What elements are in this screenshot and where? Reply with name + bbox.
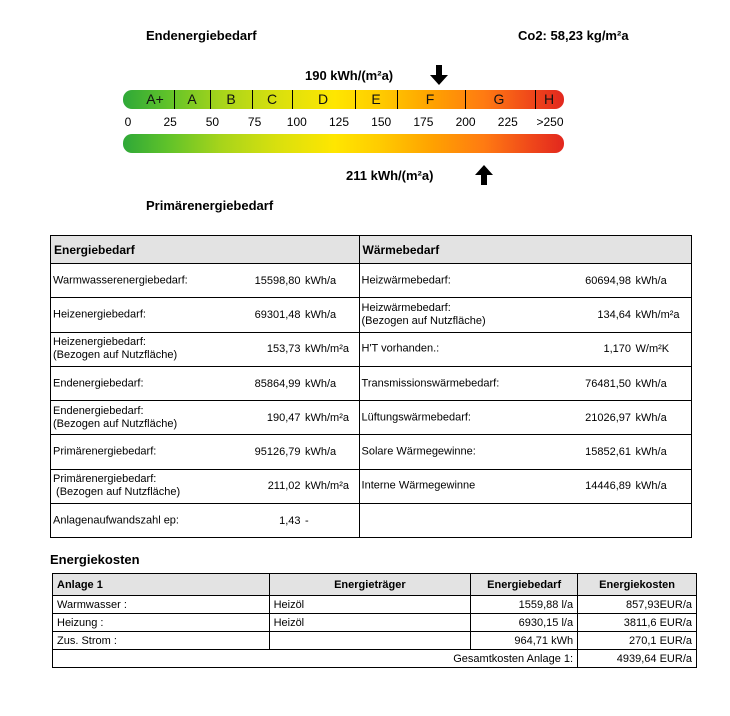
energy-class-divider [355,90,356,109]
cost-header-system: Anlage 1 [53,574,270,596]
energy-demand-cell [51,435,360,469]
energy-demand-cell [51,332,360,366]
end-energy-title: Endenergiebedarf [146,28,257,43]
heat-demand-cell [359,366,691,400]
cell-content [360,298,691,331]
energy-class-divider [535,90,536,109]
heat-demand-cell [359,435,691,469]
energy-class-3: C [266,91,278,107]
scale-tick-label: 100 [286,115,307,129]
cell-content [51,264,359,297]
cost-amount: 270,1 EUR/a [578,632,697,650]
row-unit: kWh/a [305,274,337,287]
energy-table-row [51,298,692,332]
row-label [53,274,188,287]
primary-energy-title: Primärenergiebedarf [146,198,274,213]
total-cost-label: Gesamtkosten Anlage 1: [53,650,578,668]
heat-demand-cell [359,469,691,503]
row-unit: kWh/a [635,377,667,390]
row-unit: kWh/a [635,446,667,459]
scale-tick-label: >250 [536,115,564,129]
energy-table-row [51,366,692,400]
cost-name: Heizung : [53,614,270,632]
cost-demand: 964,71 kWh [471,632,578,650]
energy-demand-cell [51,298,360,332]
row-label [53,336,177,362]
scale-tick-label: 50 [205,115,220,129]
heat-demand-header: Wärmebedarf [359,236,691,264]
energy-class-0: A+ [146,91,164,107]
scale-tick-label: 225 [497,115,518,129]
row-label-text: Heizenergiebedarf: [53,336,146,349]
row-label [53,514,179,527]
row-unit: kWh/a [305,446,337,459]
energy-class-7: G [493,91,505,107]
row-value: 60694,98 [585,274,631,287]
row-label-text: Warmwasserenergiebedarf: [53,274,188,287]
row-label-text: Endenergiebedarf: [53,377,144,390]
primary-energy-scale-bar [123,134,564,153]
scale-tick-label: 175 [413,115,434,129]
energy-class-divider [174,90,175,109]
row-value: 1,170 [603,343,631,356]
scale-tick-label: 150 [371,115,392,129]
energy-costs-table [52,573,697,668]
energy-costs-title: Energiekosten [50,552,140,567]
row-unit: W/m²K [635,343,670,356]
row-value: 69301,48 [254,308,301,321]
row-value: 76481,50 [585,377,631,390]
row-unit: kWh/m²a [305,343,349,356]
row-value: 15852,61 [585,446,631,459]
row-value: 14446,89 [585,480,631,493]
energy-class-divider [397,90,398,109]
energy-class-6: F [425,91,435,107]
row-unit: kWh/a [635,411,667,424]
row-label [362,411,471,424]
energy-class-1: A [187,91,197,107]
row-sublabel-text: (Bezogen auf Nutzfläche) [53,417,178,430]
cell-content [360,504,691,537]
row-value: 95126,79 [254,446,301,459]
row-unit: kWh/m²a [305,411,349,424]
energy-table-row [51,435,692,469]
cost-header-cost: Energiekosten [578,574,697,596]
cost-header-carrier: Energieträger [269,574,471,596]
heat-demand-cell [359,504,691,538]
scale-tick-label: 0 [124,115,132,129]
row-unit: kWh/a [635,274,667,287]
row-value: 85864,99 [254,377,301,390]
row-label [53,473,180,499]
cell-content [51,435,359,468]
cost-row [53,596,697,614]
cost-header-demand: Energiebedarf [471,574,578,596]
heat-demand-cell [359,332,691,366]
cell-content [51,298,359,331]
energy-class-divider [292,90,293,109]
row-label [362,377,500,390]
row-label-text: Heizenergiebedarf: [53,308,146,321]
row-value: 211,02 [267,480,301,493]
cost-row [53,632,697,650]
row-unit: kWh/a [305,308,337,321]
arrow-up-icon [474,164,494,186]
energy-demand-cell [51,504,360,538]
row-sublabel-text: (Bezogen auf Nutzfläche) [53,349,178,362]
cell-content [51,367,359,400]
cost-carrier: Heizöl [269,596,471,614]
row-label-text: Transmissionswärmebedarf: [361,377,500,390]
cell-content [360,435,691,468]
cost-amount: 857,93EUR/a [578,596,697,614]
energy-table-row [51,264,692,298]
row-label-text: Heizwärmebedarf: [361,274,451,287]
row-label-text: H'T vorhanden.: [361,342,440,355]
row-unit: kWh/m²a [635,308,680,321]
cell-content [51,504,359,537]
row-value: 21026,97 [585,411,631,424]
row-label-text: Lüftungswärmebedarf: [361,411,471,424]
row-label [53,377,144,390]
total-cost-value: 4939,64 EUR/a [578,650,697,668]
energy-demand-cell [51,366,360,400]
row-unit: - [305,514,309,527]
row-label-text: Heizwärmebedarf: [361,301,451,314]
row-label-text: Primärenergiebedarf: [53,473,157,486]
cost-amount: 3811,6 EUR/a [578,614,697,632]
energy-class-2: B [226,91,236,107]
energy-class-4: D [317,91,329,107]
cost-total-row [53,650,697,668]
row-unit: kWh/m²a [305,480,349,493]
cost-carrier: Heizöl [269,614,471,632]
cost-row [53,614,697,632]
row-unit: kWh/a [305,377,337,390]
row-label [362,302,486,328]
arrow-down-icon [429,64,449,86]
row-label-text: Interne Wärmegewinne [361,479,476,492]
row-label [362,480,476,493]
scale-tick-label: 125 [328,115,350,129]
row-value: 190,47 [266,411,301,424]
cell-content [360,401,691,434]
row-label-text: Solare Wärmegewinne: [361,445,476,458]
row-sublabel-text: (Bezogen auf Nutzfläche) [53,486,181,499]
row-label [53,405,177,431]
row-value: 134,64 [597,308,631,321]
end-energy-value: 190 kWh/(m²a) [305,68,394,83]
row-label-text: Endenergiebedarf: [53,404,144,417]
row-label [53,308,146,321]
energy-class-divider [252,90,253,109]
scale-tick-label: 75 [247,115,262,129]
row-value: 1,43 [279,514,301,527]
energy-class-divider [465,90,466,109]
row-value: 153,73 [266,343,301,356]
cell-content [51,401,359,434]
cost-carrier [269,632,471,650]
cell-content [360,333,691,366]
row-label-text: Anlagenaufwandszahl ep: [53,514,179,527]
heat-demand-cell [359,401,691,435]
cell-content [360,264,691,297]
cost-demand: 1559,88 l/a [471,596,578,614]
heat-demand-cell [359,264,691,298]
energy-class-5: E [371,91,381,107]
energy-table-row [51,504,692,538]
cell-content [360,470,691,503]
scale-tick-label: 25 [163,115,177,129]
energy-class-8: H [543,91,555,107]
energy-table-row [51,332,692,366]
cell-content [51,333,359,366]
energy-table [50,235,692,538]
cost-demand: 6930,15 l/a [471,614,578,632]
heat-demand-cell [359,298,691,332]
primary-energy-value: 211 kWh/(m²a) [346,168,434,183]
energy-demand-header: Energiebedarf [51,236,360,264]
co2-value: Co2: 58,23 kg/m²a [518,28,629,43]
energy-demand-cell [51,401,360,435]
cost-name: Warmwasser : [53,596,270,614]
row-label [53,446,156,459]
row-value: 15598,80 [254,274,301,287]
cell-content [51,470,359,503]
scale-tick-label: 200 [455,115,476,129]
row-label-text: Primärenergiebedarf: [53,445,157,458]
energy-demand-cell [51,264,360,298]
energy-table-row [51,469,692,503]
row-label [362,274,451,287]
row-sublabel-text: (Bezogen auf Nutzfläche) [361,314,486,327]
row-label [362,446,476,459]
energy-table-row [51,401,692,435]
energy-demand-cell [51,469,360,503]
row-label [362,343,440,356]
cell-content [360,367,691,400]
energy-class-divider [210,90,211,109]
cost-name: Zus. Strom : [53,632,270,650]
row-unit: kWh/a [635,480,667,493]
